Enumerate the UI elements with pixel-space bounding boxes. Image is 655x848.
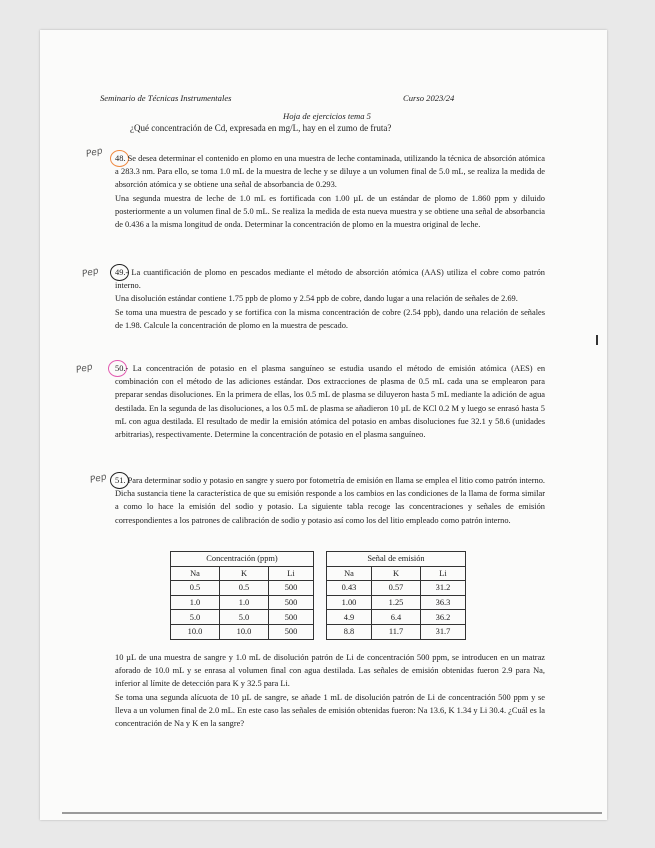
table-gap — [314, 610, 327, 625]
table-cell: 10.0 — [220, 624, 269, 639]
table-row — [171, 610, 466, 625]
header-year: Curso 2023/24 — [403, 93, 455, 103]
exercise-50-paragraph-1 — [115, 362, 545, 441]
column-header: Na — [171, 566, 220, 581]
pencil-note-48: Pep — [85, 146, 104, 160]
table-cell: 5.0 — [220, 610, 269, 625]
exercise-48-paragraph-1 — [115, 152, 545, 192]
table-group-header-row — [171, 552, 466, 567]
table-gap — [314, 595, 327, 610]
table-column-header-row — [171, 566, 466, 581]
exercise-text: Se desea determinar el contenido en plomo en una muestra de leche contaminada, utilizando la técnica de absorción atómica a 283.3 nm. Para ello, se toma 1.0 mL de la muestra de leche y se diluye a un volumen final de 5.0 mL, se realiza la medida de absorción atómica y se obtiene una señal de absorbancia de 0.293. — [115, 154, 546, 190]
table-cell: 1.0 — [171, 595, 220, 610]
table-cell: 36.2 — [421, 610, 466, 625]
table-cell: 0.43 — [327, 581, 372, 596]
table-cell: 36.3 — [421, 595, 466, 610]
table-cell: 500 — [269, 624, 314, 639]
column-header: K — [220, 566, 269, 581]
table-gap — [314, 624, 327, 639]
pencil-note-49: Pep — [81, 266, 100, 280]
calibration-table — [170, 551, 466, 640]
table-row — [171, 624, 466, 639]
group-header-signal: Señal de emisión — [327, 552, 466, 567]
table-cell: 8.8 — [327, 624, 372, 639]
group-header-concentration: Concentración (ppm) — [171, 552, 314, 567]
table-gap — [314, 552, 327, 567]
table-cell: 11.7 — [372, 624, 421, 639]
exercise-number: 50. — [115, 364, 126, 373]
table-cell: 1.00 — [327, 595, 372, 610]
pencil-note-51: Pep — [89, 472, 108, 486]
exercise-48-paragraph-2: Una segunda muestra de leche de 1.0 mL es fortificada con 1.00 µL de un estándar de plomo de 1.860 ppm y diluido posteriormente a un volumen final de 5.0 mL. Se realiza la medida de esta nueva muestra y se obtiene una señal de absorbancia de 0.436 a la misma longitud de onda. Determinar la concentración de plomo en la muestra original de leche. — [115, 193, 545, 230]
exercise-51-paragraph-2: 10 µL de una muestra de sangre y 1.0 mL de disolución patrón de Li de concentración 500 ppm, se introducen en un matraz aforado de 10.0 mL y se enrasa al volumen final con agua destilada. Las señales de emisión obtenidas fueron 2.9 para Na, inferior al límite de detección para K y 32.5 para Li. — [115, 653, 545, 689]
table-cell: 10.0 — [171, 624, 220, 639]
table-row — [171, 595, 466, 610]
exercise-number: 49. — [115, 268, 126, 277]
table-cell: 5.0 — [171, 610, 220, 625]
exercise-48 — [115, 152, 545, 231]
exercise-51 — [115, 474, 545, 527]
exercise-49-paragraph-2: Una disolución estándar contiene 1.75 ppb de plomo y 2.54 ppb de cobre, dando lugar a una relación de señales de 2.69. — [115, 294, 518, 304]
table-cell: 0.57 — [372, 581, 421, 596]
table-cell: 31.7 — [421, 624, 466, 639]
table-cell: 0.5 — [171, 581, 220, 596]
sheet-title: Hoja de ejercicios tema 5 — [283, 111, 371, 121]
header-course-name: Seminario de Técnicas Instrumentales — [100, 93, 232, 103]
table-cell: 1.0 — [220, 595, 269, 610]
table-cell: 0.5 — [220, 581, 269, 596]
exercise-number: 48. — [115, 154, 126, 163]
exercise-50 — [115, 362, 545, 441]
exercise-49-paragraph-3: Se toma una muestra de pescado y se fortifica con la misma concentración de cobre (2.54 ppb), dando una relación de señales de 1.98. Calcule la concentración de plomo en la muestra de pescado. — [115, 307, 545, 330]
column-header: K — [372, 566, 421, 581]
column-header: Li — [421, 566, 466, 581]
table-gap — [314, 566, 327, 581]
previous-question-tail: ¿Qué concentración de Cd, expresada en mg/L, hay en el zumo de fruta? — [130, 123, 392, 133]
exercise-number: 51. — [115, 476, 126, 485]
exercise-51-continuation — [115, 651, 545, 730]
exercise-text: - La cuantificación de plomo en pescados mediante el método de absorción atómica (AAS) utiliza el cobre como patrón interno. — [115, 268, 545, 291]
exercise-51-paragraph-1 — [115, 474, 545, 527]
exercise-49 — [115, 266, 545, 332]
column-header: Li — [269, 566, 314, 581]
column-header: Na — [327, 566, 372, 581]
exercise-49-paragraph-1 — [115, 266, 545, 292]
table-gap — [314, 581, 327, 596]
pencil-note-50: Pep — [75, 362, 94, 376]
exercise-51-paragraph-3: Se toma una segunda alícuota de 10 µL de sangre, se añade 1 mL de disolución patrón de Li de concentración 500 ppm y se lleva a un volumen final de 2.0 mL. En este caso las señales de emisión obtenidas fueron: Na 13.6, K 1.34 y Li 30.4. ¿Cuál es la concentración de Na y K en la sangre? — [115, 692, 545, 729]
table-cell: 31.2 — [421, 581, 466, 596]
exercise-text: - La concentración de potasio en el plasma sanguíneo se estudia usando el método de emisión atómica (AES) en combinación con el método de las adiciones estándar. Dos extracciones de plasma de 0.5 mL cada una se emplearon para preparar sendas disoluciones. En la primera de ellas, los 0.5 mL de plasma se diluyeron hasta 5 mL mediante la adición de agua destilada. En la segunda de las disoluciones, a los 0.5 mL de plasma se añadieron 10 µL de KCl 0.2 M y luego se enrasó hasta 5 mL con agua destilada. El resultado de medir la emisión atómica del potasio en ambas disoluciones fue 32.1 y 58.6 (unidades arbitrarias), respectivamente. Determine la concentración de potasio en el plasma sanguíneo. — [115, 364, 545, 440]
table-row — [171, 581, 466, 596]
table-cell: 500 — [269, 581, 314, 596]
table-cell: 6.4 — [372, 610, 421, 625]
table-cell: 1.25 — [372, 595, 421, 610]
table-cell: 500 — [269, 595, 314, 610]
margin-mark — [596, 335, 598, 345]
exercise-text: Para determinar sodio y potasio en sangre y suero por fotometría de emisión en llama se emplea el litio como patrón interno. Dicha sustancia tiene la característica de que su emisión responde a los cambios en las condiciones de la llama de forma similar a como lo hace la emisión del sodio y potasio. La siguiente tabla recoge las concentraciones y señales de emisión correspondientes a los patrones de calibración de sodio y potasio así como los del litio empleado como patrón interno. — [115, 476, 546, 525]
scan-edge-line — [62, 812, 602, 814]
table-cell: 4.9 — [327, 610, 372, 625]
table-cell: 500 — [269, 610, 314, 625]
